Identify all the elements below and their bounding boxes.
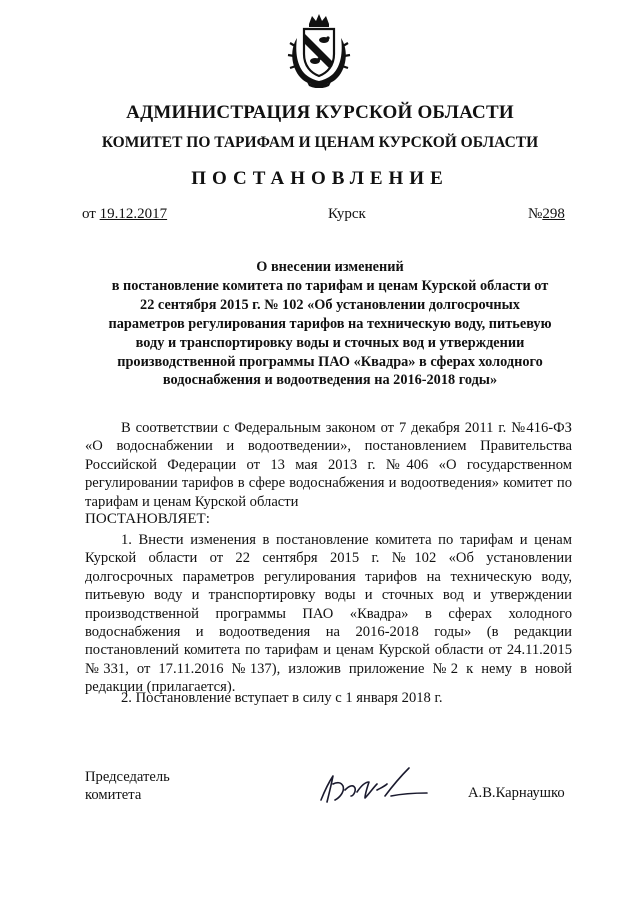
signatory-position [85,768,170,804]
title-line: производственной программы ПАО «Квадра» в сферах холодного [117,353,543,370]
position-line: Председатель [85,769,170,785]
title-line: в постановление комитета по тарифам и ценам Курской области от [111,277,549,294]
number-value: 298 [542,206,565,222]
document-title [84,258,576,390]
document-type: ПОСТАНОВЛЕНИЕ [191,168,449,189]
title-line: параметров регулирования тарифов на техническую воду, питьевую [108,315,552,332]
title-line: 22 сентября 2015 г. № 102 «Об установлении долгосрочных [140,296,520,313]
title-line: водоснабжения и водоотведения на 2016-2018 годы» [162,372,498,389]
document-city: Курск [328,206,366,222]
resolves-word: ПОСТАНОВЛЯЕТ: [85,511,210,527]
date-value: 19.12.2017 [99,206,168,222]
title-line: О внесении изменений [256,259,404,275]
organization-name: АДМИНИСТРАЦИЯ КУРСКОЙ ОБЛАСТИ [126,102,514,123]
number-prefix: № [528,206,543,222]
committee-name: КОМИТЕТ ПО ТАРИФАМ И ЦЕНАМ КУРСКОЙ ОБЛАСТИ [101,134,539,151]
title-line: воду и транспортировку воды и сточных вод и утверждении [135,334,525,351]
signature-icon [315,760,455,810]
item-1-paragraph: 1. Внести изменения в постановление комитета по тарифам и ценам Курской области от 22 сентября 2015 г. №102 «Об установлении долгосрочных параметров регулирования тарифов на техническую воду, питьевую воду и транспортировку воды и сточных вод и утверждении производственной программы ПАО «Квадра» в сферах холодного водоснабжения и водоотведения на 2016-2018 годы» (в редакции постановлений комитета по тарифам и ценам Курской области от 24.11.2015 №331, от 17.11.2016 №137), изложив приложение №2 к нему в новой редакции (прилагается). [85,532,572,696]
signatory-name: А.В.Карнаушко [468,785,565,801]
date-prefix: от [82,206,96,222]
coat-of-arms-icon [283,10,355,88]
document-date [82,206,167,223]
position-line: комитета [85,787,142,803]
document-number [528,206,565,223]
item-2-paragraph: 2. Постановление вступает в силу с 1 января 2018 г. [121,690,443,706]
preamble-paragraph: В соответствии с Федеральным законом от 7 декабря 2011 г. №416-ФЗ «О водоснабжении и водоотведении», постановлением Правительства Российской Федерации от 13 мая 2013 г. №406 «О государственном регулировании тарифов в сфере водоснабжения и водоотведения» комитет по тарифам и ценам Курской области [85,420,572,510]
